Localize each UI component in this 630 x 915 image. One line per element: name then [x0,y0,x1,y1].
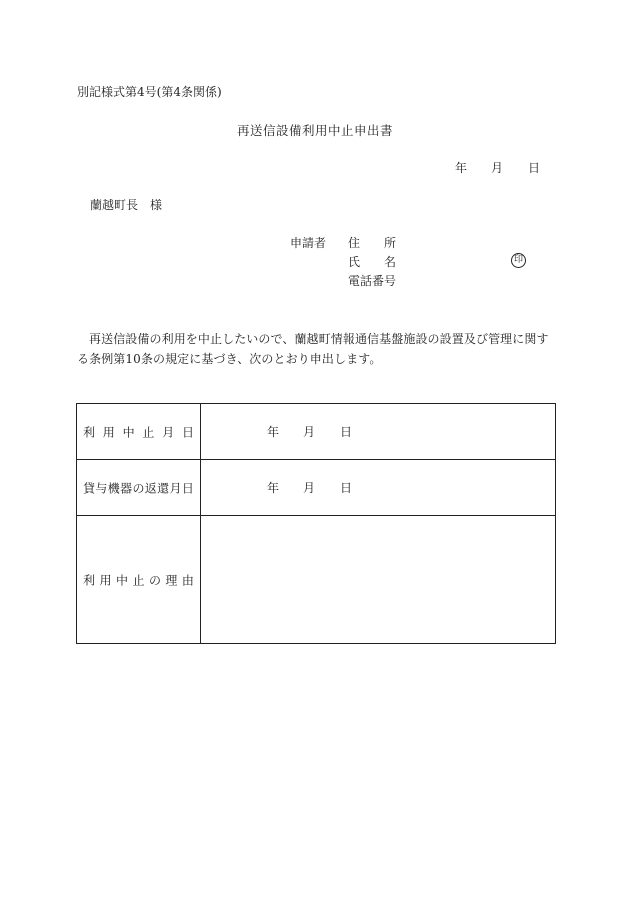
document-title: 再送信設備利用中止申出書 [236,123,393,138]
return-year-label: 年 [267,480,280,495]
label-char: 用 [99,573,112,587]
applicant-label: 申請者 [290,236,327,250]
label-char: 日 [181,425,194,439]
name-label [348,256,396,268]
label-char: 機 [107,481,120,495]
request-table [76,403,556,644]
return-date-label [83,479,194,496]
label-char: 与 [95,481,108,495]
label-char: 由 [181,573,194,587]
label-char: 月 [169,481,182,495]
label-char: 中 [115,573,128,587]
table-row-return-date [77,460,555,516]
date-day-label: 日 [528,161,541,175]
label-char: 返 [144,481,157,495]
label-char: 器 [120,481,133,495]
reason-label-cell [77,516,201,643]
address-label [348,237,396,249]
date-year-label: 年 [455,161,468,175]
label-char: 月 [162,425,175,439]
body-paragraph: 再送信設備の利用を中止したいので、蘭越町情報通信基盤施設の設置及び管理に関する条例第10条の規定に基づき、次のとおり申出します。 [77,332,549,366]
table-row-reason [77,516,555,643]
stop-day-label: 日 [340,424,353,439]
reason-label [83,571,194,588]
name-char: 名 [383,255,396,269]
addressee: 蘭越町長 様 [90,198,163,212]
date-month-label: 月 [491,161,504,175]
label-char: 還 [157,481,170,495]
reason-value-cell[interactable] [201,516,555,643]
return-month-label: 月 [303,480,316,495]
form-label: 別記様式第4号(第4条関係) [77,85,222,99]
stop-month-label: 月 [303,424,316,439]
address-char: 所 [383,236,396,250]
label-char: 中 [122,425,135,439]
label-char: 日 [181,481,194,495]
label-char: の [148,573,161,587]
label-char: 利 [83,425,96,439]
phone-label: 電話番号 [348,274,397,288]
stop-date-label-cell [77,404,201,459]
stop-date-label [83,423,194,440]
label-char: 理 [165,573,178,587]
name-char: 氏 [348,255,361,269]
seal-icon: 印 [511,253,526,268]
stop-year-label: 年 [267,424,280,439]
table-row-stop-date [77,404,555,460]
label-char: 利 [83,573,96,587]
return-date-value-cell[interactable] [201,460,555,515]
label-char: 止 [142,425,155,439]
label-char: 貸 [83,481,96,495]
label-char: の [132,481,145,495]
return-date-label-cell [77,460,201,515]
label-char: 用 [102,425,115,439]
label-char: 止 [132,573,145,587]
address-char: 住 [348,236,361,250]
return-day-label: 日 [340,480,353,495]
stop-date-value-cell[interactable] [201,404,555,459]
